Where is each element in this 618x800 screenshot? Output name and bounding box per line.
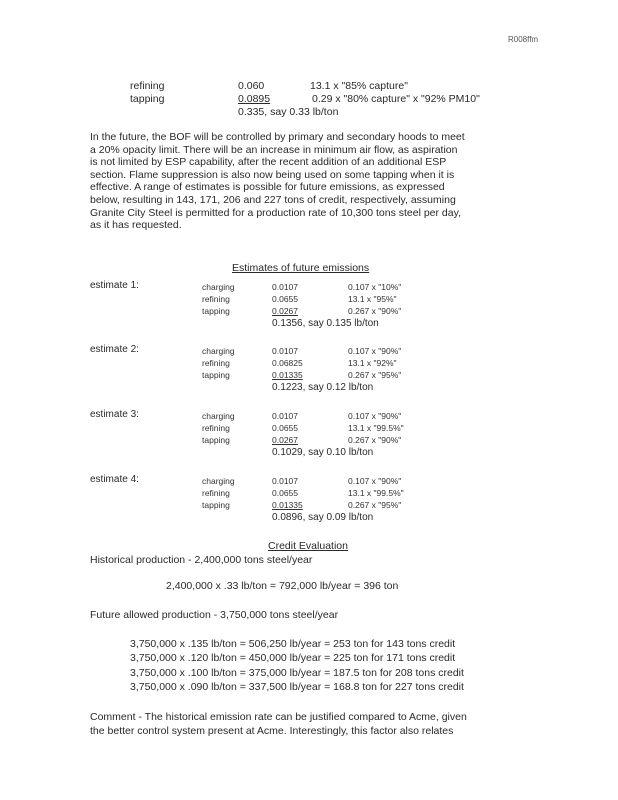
paragraph-line: section. Flame suppression is also now being used on some tapping when it is bbox=[90, 168, 455, 181]
top-total: 0.335, say 0.33 lb/ton bbox=[238, 106, 339, 118]
estimate-step: charging bbox=[202, 346, 235, 356]
top-row-value: 0.0895 bbox=[238, 93, 271, 105]
paragraph-line: In the future, the BOF will be controlled by primary and secondary hoods to meet bbox=[90, 131, 465, 143]
estimates-heading: Estimates of future emissions bbox=[232, 262, 370, 274]
estimate-value: 0.0107 bbox=[272, 346, 298, 356]
comment-line: Comment - The historical emission rate can be justified compared to Acme, given bbox=[90, 711, 467, 723]
estimate-calc: 13.1 x "99.5%" bbox=[348, 423, 404, 433]
estimate-calc: 13.1 x "92%" bbox=[348, 358, 397, 368]
paragraph-line: is not limited by ESP capability, after the recent addition of an additional ESP bbox=[90, 156, 447, 169]
credit-heading: Credit Evaluation bbox=[268, 540, 348, 552]
estimate-total: 0.1029, say 0.10 lb/ton bbox=[272, 447, 374, 458]
top-row-value: 0.060 bbox=[238, 80, 265, 92]
estimate-step: tapping bbox=[202, 370, 230, 380]
document-id: R008ffm bbox=[508, 35, 539, 44]
estimate-step: charging bbox=[202, 476, 235, 486]
estimate-value: 0.01335 bbox=[272, 500, 303, 510]
future-calc: 3,750,000 x .120 lb/ton = 450,000 lb/year = 225 ton for 171 tons credit bbox=[130, 652, 456, 664]
estimate-value: 0.01335 bbox=[272, 370, 303, 380]
estimate-value: 0.0107 bbox=[272, 476, 298, 486]
future-calc: 3,750,000 x .135 lb/ton = 506,250 lb/year = 253 ton for 143 tons credit bbox=[130, 638, 456, 650]
future-production: Future allowed production - 3,750,000 tons steel/year bbox=[90, 609, 339, 621]
estimate-value: 0.06825 bbox=[272, 358, 303, 368]
paragraph-line: effective. A range of estimates is possible for future emissions, as expressed bbox=[90, 181, 445, 194]
estimate-value: 0.0267 bbox=[272, 306, 298, 316]
estimate-total: 0.0896, say 0.09 lb/ton bbox=[272, 512, 374, 523]
estimate-step: tapping bbox=[202, 500, 230, 510]
future-calc: 3,750,000 x .090 lb/ton = 337,500 lb/year = 168.8 ton for 227 tons credit bbox=[130, 681, 464, 693]
estimate-calc: 0.107 x "90%" bbox=[348, 346, 402, 356]
estimate-total: 0.1356, say 0.135 lb/ton bbox=[272, 318, 379, 329]
paragraph-line: Granite City Steel is permitted for a production rate of 10,300 tons steel per day, bbox=[90, 206, 462, 219]
estimate-step: refining bbox=[202, 358, 230, 368]
estimate-step: refining bbox=[202, 488, 230, 498]
top-row-label: tapping bbox=[130, 93, 165, 105]
estimate-value: 0.0107 bbox=[272, 411, 298, 421]
estimate-calc: 0.267 x "95%" bbox=[348, 370, 402, 380]
estimate-value: 0.0655 bbox=[272, 423, 298, 433]
top-row-label: refining bbox=[130, 80, 165, 92]
estimate-calc: 0.107 x "90%" bbox=[348, 411, 402, 421]
estimate-step: charging bbox=[202, 411, 235, 421]
estimate-value: 0.0107 bbox=[272, 282, 298, 292]
estimate-calc: 13.1 x "99.5%" bbox=[348, 488, 404, 498]
top-row-calc: 13.1 x "85% capture" bbox=[310, 80, 408, 92]
estimate-step: refining bbox=[202, 423, 230, 433]
estimate-label: estimate 2: bbox=[90, 344, 139, 355]
historical-calc: 2,400,000 x .33 lb/ton = 792,000 lb/year = 396 ton bbox=[166, 580, 399, 592]
estimate-calc: 13.1 x "95%" bbox=[348, 294, 397, 304]
estimate-calc: 0.107 x "10%" bbox=[348, 282, 402, 292]
estimate-label: estimate 1: bbox=[90, 280, 139, 291]
comment-line: the better control system present at Acme. Interestingly, this factor also relates bbox=[90, 725, 454, 737]
estimate-calc: 0.267 x "90%" bbox=[348, 306, 402, 316]
paragraph-line: below, resulting in 143, 171, 206 and 227 tons of credit, respectively, assuming bbox=[90, 193, 456, 206]
paragraph-line: a 20% opacity limit. There will be an increase in minimum air flow, as aspiration bbox=[90, 143, 458, 156]
estimate-step: tapping bbox=[202, 435, 230, 445]
future-calc: 3,750,000 x .100 lb/ton = 375,000 lb/year = 187.5 ton for 208 tons credit bbox=[130, 667, 464, 679]
estimate-value: 0.0267 bbox=[272, 435, 298, 445]
estimate-total: 0.1223, say 0.12 lb/ton bbox=[272, 382, 374, 393]
estimate-step: charging bbox=[202, 282, 235, 292]
estimate-value: 0.0655 bbox=[272, 294, 298, 304]
estimate-calc: 0.267 x "95%" bbox=[348, 500, 402, 510]
future-controls-paragraph bbox=[90, 131, 530, 232]
estimate-value: 0.0655 bbox=[272, 488, 298, 498]
estimate-step: tapping bbox=[202, 306, 230, 316]
paragraph-line: as it has requested. bbox=[90, 219, 182, 232]
estimate-step: refining bbox=[202, 294, 230, 304]
estimate-calc: 0.267 x "90%" bbox=[348, 435, 402, 445]
historical-production: Historical production - 2,400,000 tons steel/year bbox=[90, 554, 313, 566]
estimate-label: estimate 4: bbox=[90, 474, 139, 485]
estimate-calc: 0.107 x "90%" bbox=[348, 476, 402, 486]
estimate-label: estimate 3: bbox=[90, 409, 139, 420]
top-row-calc: 0.29 x "80% capture" x "92% PM10" bbox=[312, 93, 480, 105]
